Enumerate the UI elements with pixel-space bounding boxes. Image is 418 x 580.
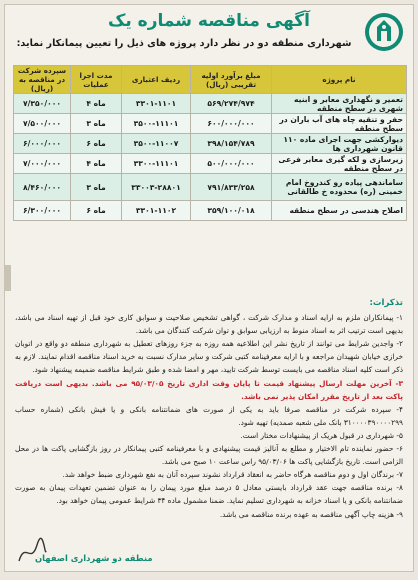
project-name: زیرسازی و لکه گیری معابر فرعی در سطح منطقه <box>272 154 407 174</box>
duration: ۴ ماه <box>71 94 122 114</box>
estimated-amount: ۵۶۹/۲۷۴/۹۷۴ <box>191 94 272 114</box>
note-item: ۸- برنده مناقصه جهت عقد قرارداد بایستی معادل ۵ درصد مبلغ مورد پیمان را به عنوان تضمین تعهدات پیمان به صورت ضمانتنامه بانکی و یا اسناد خزانه به شهرداری تسلیم نماید. ضمنا مشمول ماده ۳۴ شرایط عمومی پیمان خواهد بود. <box>15 483 403 506</box>
notice-subtitle: شهرداری منطقه دو در نظر دارد پروژه های ذیل را تعیین پیمانکار نماید: <box>16 38 352 49</box>
duration: ۶ ماه <box>71 201 122 221</box>
budget-code: ۳۵۰۰-۱۱۱۰۱ <box>122 114 191 134</box>
note-item: ۷- برندگان اول و دوم مناقصه هرگاه حاضر به انعقاد قرارداد نشوند سپرده آنان به نفع شهرداری ضبط خواهد شد. <box>62 470 403 480</box>
projects-table <box>13 65 407 221</box>
note-item: ۹- هزینه چاپ آگهی مناقصه به عهده برنده مناقصه می باشد. <box>219 509 403 519</box>
budget-code: ۳۵۰۰-۱۱۰۰۷ <box>122 134 191 154</box>
duration: ۴ ماه <box>71 154 122 174</box>
table-row <box>14 201 407 221</box>
deposit-amount: ۶/۳۰۰/۰۰۰ <box>14 201 71 221</box>
note-item: ۵- شهرداری در قبول هریک از پیشنهادات مختار است. <box>240 430 403 440</box>
project-name: تعمیر و نگهداری معابر و ابنیه شهری در سطح منطقه <box>272 94 407 114</box>
project-name: ساماندهی پیاده رو کندروخ امام خمینی (ره) محدوده خ طالقانی <box>272 174 407 201</box>
notice-header <box>5 5 413 63</box>
table-row <box>14 114 407 134</box>
table-row <box>14 174 407 201</box>
note-item-deadline: ۳- آخرین مهلت ارسال پیشنهاد قیمت تا پایان وقت اداری تاریخ ۹۵/۰۳/۰۵ می باشد. بدیهی است دریافت پاکت بعد از تاریخ مقرر امکان پذیر نمی باشد. <box>15 378 403 401</box>
page-edge-tab <box>5 265 11 291</box>
notes-heading: تذکرات: <box>369 298 403 308</box>
estimated-amount: ۷۹۱/۸۳۳/۲۵۸ <box>191 174 272 201</box>
deposit-amount: ۶/۰۰۰/۰۰۰ <box>14 134 71 154</box>
estimated-amount: ۶۰۰/۰۰۰/۰۰۰ <box>191 114 272 134</box>
deposit-amount: ۷/۳۵۰/۰۰۰ <box>14 94 71 114</box>
budget-code: ۳۳۰۰۳-۲۸۸۰۱ <box>122 174 191 201</box>
duration: ۶ ماه <box>71 134 122 154</box>
signature-scribble-icon <box>15 537 49 567</box>
table-row <box>14 134 407 154</box>
project-name: دیوارکشی جهت اجرای ماده ۱۱۰ قانون شهرداری ها <box>272 134 407 154</box>
column-header-budget-code: ردیف اعتباری <box>122 66 191 94</box>
project-name: حفر و تنقیه چاه های آب باران در سطح منطقه <box>272 114 407 134</box>
deposit-amount: ۷/۵۰۰/۰۰۰ <box>14 114 71 134</box>
footer-signature: منطقه دو شهرداری اصفهان <box>35 553 153 563</box>
table-row <box>14 154 407 174</box>
notice-title: آگهی مناقصه شماره یک <box>107 11 311 31</box>
table-row <box>14 94 407 114</box>
duration: ۳ ماه <box>71 174 122 201</box>
note-item: ۶- حضور نماینده تام الاختیار و مطلع به آنالیز قیمت پیشنهادی و با معرفینامه کتبی پیمانکار در روز بازگشایی پاکت ها در محل الزامی است. تاریخ بازگشایی پاکت ها ۹۵/۰۳/۰۶ راس ساعت ۱۰ صبح می باشد. <box>15 444 403 467</box>
budget-code: ۳۳۰۱-۱۱۰۲ <box>122 201 191 221</box>
column-header-duration: مدت اجرا عملیات <box>71 66 122 94</box>
table-header-row <box>14 66 407 94</box>
project-name: اصلاح هندسی در سطح منطقه <box>272 201 407 221</box>
note-item: ۲- واجدین شرایط می توانند از تاریخ نشر این اطلاعیه همه روزه به جزء روزهای تعطیل به شهرداری منطقه دو واقع در اتوبان خرازی خیابان شهیدان مراجعه و با ارایه معرفینامه کتبی شرکت و سایر مدارک نسبت به خرید اسناد مناقصه اقدام نمایند. لازم به ذکر است کلیه اسناد مناقصه می بایست توسط شرکت تایید، مهر و امضا شده و طبق شرایط مناقصه ضمیمه پیشنهاد شود. <box>15 339 403 375</box>
column-header-estimated-amount: مبلغ برآورد اولیه تقریبی (ریال) <box>191 66 272 94</box>
deposit-amount: ۸/۴۶۰/۰۰۰ <box>14 174 71 201</box>
budget-code: ۳۳۰۰-۱۱۱۰۱ <box>122 154 191 174</box>
deposit-amount: ۷/۰۰۰/۰۰۰ <box>14 154 71 174</box>
note-item: ۴- سپرده شرکت در مناقصه صرفا باید به یکی از صورت های ضمانتنامه بانکی و یا فیش بانکی (شماره حساب ۳۱۰۰۰۰۳۹۰۰۰۰۲۹۹ بانک ملی شعبه صمدیه) تهیه شود. <box>15 404 403 427</box>
tender-notice-page <box>4 4 414 572</box>
estimated-amount: ۵۰۰/۰۰۰/۰۰۰ <box>191 154 272 174</box>
column-header-project-name: نام پروژه <box>272 66 407 94</box>
notes-section <box>15 297 403 521</box>
note-item: ۱- پیمانکاران ملزم به ارایه اسناد و مدارک شرکت ، گواهی تشخیص صلاحیت و سوابق کاری خود قبل از تهیه اسناد می باشد، بدیهی است ترتیب اثر به اسناد منوط به ارزیابی سوابق و توان شرکت کنندگان می باشد. <box>15 313 403 336</box>
column-header-deposit: سپرده شرکت در مناقصه به (ریال) <box>14 66 71 94</box>
duration: ۳ ماه <box>71 114 122 134</box>
estimated-amount: ۳۵۹/۱۰۰/۰۱۸ <box>191 201 272 221</box>
estimated-amount: ۳۹۸/۱۵۴/۷۸۹ <box>191 134 272 154</box>
budget-code: ۳۳۰۱-۱۱۰۱ <box>122 94 191 114</box>
